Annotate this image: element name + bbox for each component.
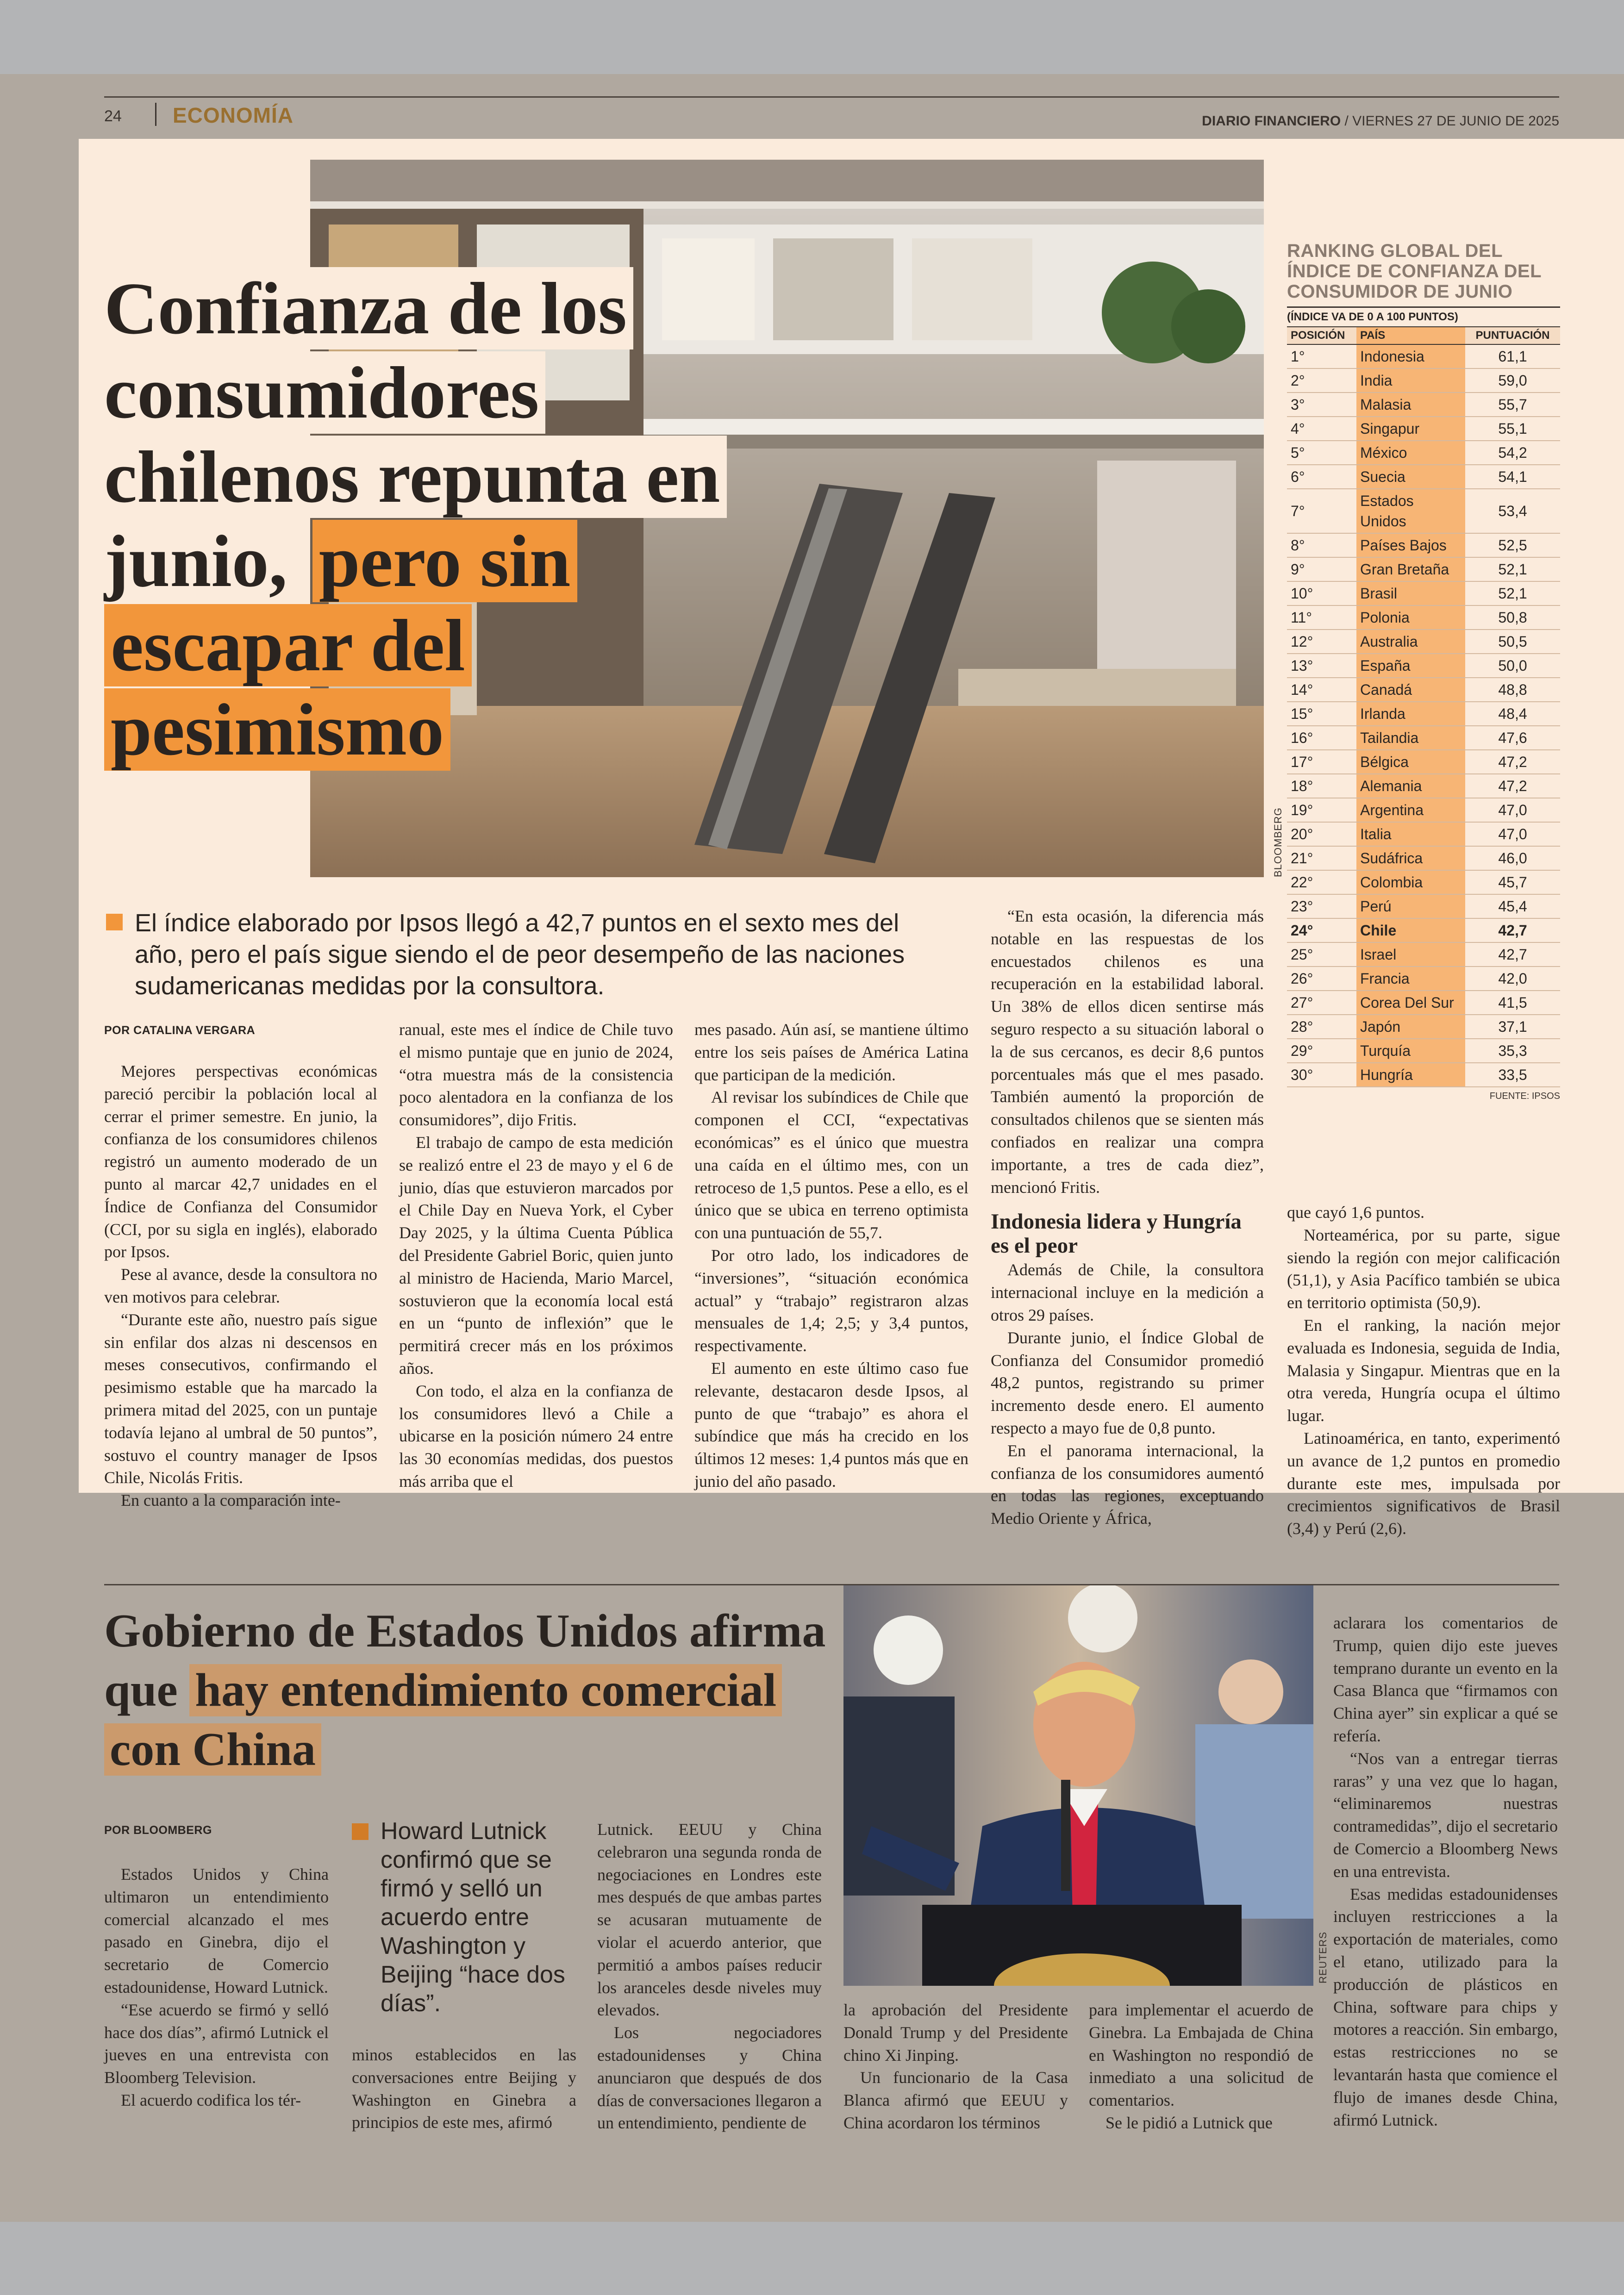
rank-position: 21° — [1287, 846, 1356, 870]
paragraph: Norteamérica, por su parte, sigue siendo la región con mejor calificación (51,1), y Asia Pacífico también se ubica en territorio optimista (50,9). — [1287, 1225, 1560, 1312]
rank-country: Italia — [1356, 822, 1465, 846]
rank-position: 3° — [1287, 393, 1356, 417]
rank-country: Países Bajos — [1356, 533, 1465, 557]
rank-country: Argentina — [1356, 798, 1465, 822]
rank-country: Chile — [1356, 918, 1465, 942]
pull-quote — [352, 1817, 579, 2018]
photo-credit-2: REUTERS — [1317, 1931, 1329, 1983]
rank-position: 16° — [1287, 726, 1356, 750]
lead-column-4 — [991, 905, 1264, 1530]
rank-position: 6° — [1287, 465, 1356, 489]
table-row — [1287, 702, 1560, 726]
rank-position: 23° — [1287, 894, 1356, 918]
rank-country: Francia — [1356, 967, 1465, 991]
rank-position: 1° — [1287, 344, 1356, 368]
section-divider — [104, 1584, 1559, 1585]
byline-2: POR BLOOMBERG — [104, 1824, 212, 1837]
rank-score: 50,8 — [1465, 605, 1560, 630]
paragraph: Mejores perspectivas económicas pareció percibir la población local al cerrar el primer semestre. En junio, la confianza de los consumidores chilenos registró un aumento moderado de un punto al marcar 42,7 unidades en el Índice de Confianza del Consumidor (CCI, por su sigla en inglés), elaborado por Ipsos. — [104, 1062, 377, 1261]
table-row — [1287, 533, 1560, 557]
rank-position: 11° — [1287, 605, 1356, 630]
table-header-row — [1287, 327, 1560, 344]
table-row — [1287, 822, 1560, 846]
rank-position: 5° — [1287, 441, 1356, 465]
paragraph: “Nos van a entregar tierras raras” y una vez que lo hagan, “eliminaremos nuestras contramedidas”, dijo el secretario de Comercio a Bloomberg News en una entrevista. — [1333, 1749, 1558, 1881]
table-row — [1287, 605, 1560, 630]
rank-score: 54,2 — [1465, 441, 1560, 465]
paragraph: Estados Unidos y China ultimaron un entendimiento comercial alcanzado el mes pasado en Ginebra, dijo el secretario de Comercio estadounidense, Howard Lutnick. — [104, 1865, 329, 1996]
table-row — [1287, 489, 1560, 533]
rank-country: Estados Unidos — [1356, 489, 1465, 533]
paragraph: la aprobación del Presidente Donald Trump y del Presidente chino Xi Jinping. — [843, 2001, 1068, 2064]
rank-score: 37,1 — [1465, 1015, 1560, 1039]
table-row — [1287, 967, 1560, 991]
second-column-5 — [1089, 1999, 1313, 2134]
rank-score: 33,5 — [1465, 1063, 1560, 1087]
rank-country: Hungría — [1356, 1063, 1465, 1087]
rank-position: 29° — [1287, 1039, 1356, 1063]
bullet-square-icon — [352, 1823, 369, 1840]
paragraph: “Ese acuerdo se firmó y selló hace dos días”, afirmó Lutnick el jueves en una entrevista con Bloomberg Television. — [104, 2000, 329, 2087]
table-row — [1287, 726, 1560, 750]
photo-credit: BLOOMBERG — [1272, 807, 1284, 877]
rank-country: Alemania — [1356, 774, 1465, 798]
rank-position: 30° — [1287, 1063, 1356, 1087]
rank-country: Irlanda — [1356, 702, 1465, 726]
ranking-title: RANKING GLOBAL DEL ÍNDICE DE CONFIANZA DEL CONSUMIDOR DE JUNIO — [1287, 241, 1542, 302]
rank-position: 22° — [1287, 870, 1356, 894]
paragraph: Además de Chile, la consultora internacional incluye en la medición a otros 29 países. — [991, 1260, 1264, 1324]
ranking-table — [1287, 326, 1560, 1087]
ranking-subtitle: (ÍNDICE VA DE 0 A 100 PUNTOS) — [1287, 306, 1560, 324]
headline-light: Gobierno de Estados Unidos afirma que — [104, 1605, 826, 1716]
second-column-4 — [843, 1999, 1068, 2134]
publication-name: DIARIO FINANCIERO — [1202, 113, 1341, 129]
table-row — [1287, 417, 1560, 441]
headline-bold: pero sin escapar del pesimismo — [104, 520, 577, 771]
rank-country: Bélgica — [1356, 750, 1465, 774]
rank-country: Tailandia — [1356, 726, 1465, 750]
second-headline — [104, 1602, 826, 1779]
paragraph: Con todo, el alza en la confianza de los consumidores llevó a Chile a ubicarse en la posición número 24 entre las 30 economías medidas, dos puestos más arriba que el — [399, 1381, 673, 1491]
rank-position: 14° — [1287, 678, 1356, 702]
rank-country: Canadá — [1356, 678, 1465, 702]
rank-position: 12° — [1287, 630, 1356, 654]
rank-country: India — [1356, 368, 1465, 393]
paragraph: mes pasado. Aún así, se mantiene último entre los seis países de América Latina que participan de la medición. — [694, 1020, 968, 1084]
paragraph: “Durante este año, nuestro país sigue sin enfilar dos alzas ni descensos en meses consecutivos, confirmando el pesimismo estable que ha marcado la primera mitad del 2025, con un puntaje todavía lejano al umbral de 50 puntos”, sostuvo el country manager de Ipsos Chile, Nicolás Fritis. — [104, 1310, 377, 1487]
rank-score: 41,5 — [1465, 991, 1560, 1015]
table-row — [1287, 750, 1560, 774]
page-bottom-margin — [0, 2222, 1624, 2295]
table-row — [1287, 344, 1560, 368]
second-column-2 — [352, 2044, 576, 2134]
rank-score: 42,7 — [1465, 918, 1560, 942]
subheading: Indonesia lidera y Hungría es el peor — [991, 1210, 1242, 1258]
rank-score: 52,1 — [1465, 581, 1560, 605]
table-row — [1287, 1015, 1560, 1039]
byline: POR CATALINA VERGARA — [104, 1024, 256, 1037]
rank-position: 18° — [1287, 774, 1356, 798]
rank-country: Singapur — [1356, 417, 1465, 441]
headline-bold: hay entendimiento comercial con China — [104, 1664, 782, 1776]
rank-score: 45,4 — [1465, 894, 1560, 918]
rank-score: 52,1 — [1465, 557, 1560, 581]
column-header-score: PUNTUACIÓN — [1465, 327, 1560, 344]
rank-score: 47,6 — [1465, 726, 1560, 750]
table-row — [1287, 1063, 1560, 1087]
paragraph: En el ranking, la nación mejor evaluada es Indonesia, seguida de India, Malasia y Singapur. Mientras que en la otra vereda, Hungría ocupa el último lugar. — [1287, 1316, 1560, 1425]
rank-score: 47,0 — [1465, 822, 1560, 846]
table-row — [1287, 368, 1560, 393]
rank-score: 46,0 — [1465, 846, 1560, 870]
rank-score: 54,1 — [1465, 465, 1560, 489]
deck-text: El índice elaborado por Ipsos llegó a 42,7 puntos en el sexto mes del año, pero el país sigue siendo el de peor desempeño de las naciones sudamericanas medidas por la consultora. — [135, 909, 905, 1000]
table-row — [1287, 678, 1560, 702]
table-row — [1287, 942, 1560, 967]
rank-country: Indonesia — [1356, 344, 1465, 368]
rank-score: 61,1 — [1465, 344, 1560, 368]
rank-score: 48,8 — [1465, 678, 1560, 702]
rank-position: 28° — [1287, 1015, 1356, 1039]
column-header-country: PAÍS — [1356, 327, 1465, 344]
table-row — [1287, 1039, 1560, 1063]
table-row — [1287, 441, 1560, 465]
rank-position: 7° — [1287, 489, 1356, 533]
rank-position: 27° — [1287, 991, 1356, 1015]
headline-light: Confianza de los consumidores chilenos repunta en junio, — [104, 267, 727, 602]
table-row — [1287, 870, 1560, 894]
paragraph: Pese al avance, desde la consultora no ven motivos para celebrar. — [104, 1265, 377, 1306]
rank-country: Polonia — [1356, 605, 1465, 630]
paragraph: Los negociadores estadounidenses y China anunciaron que después de dos días de conversaciones llegaron a un entendimiento, pendiente de — [597, 2023, 822, 2133]
rank-position: 26° — [1287, 967, 1356, 991]
rank-position: 10° — [1287, 581, 1356, 605]
page-number: 24 — [104, 107, 122, 125]
lead-column-5 — [1287, 1201, 1560, 1540]
table-row — [1287, 774, 1560, 798]
table-row — [1287, 918, 1560, 942]
second-column-6 — [1333, 1612, 1558, 2131]
column-header-position: POSICIÓN — [1287, 327, 1356, 344]
rank-position: 20° — [1287, 822, 1356, 846]
rank-score: 50,0 — [1465, 654, 1560, 678]
rank-country: Colombia — [1356, 870, 1465, 894]
rank-position: 2° — [1287, 368, 1356, 393]
rank-country: Israel — [1356, 942, 1465, 967]
trump-podium-photo — [843, 1585, 1313, 1986]
rank-country: Sudáfrica — [1356, 846, 1465, 870]
lead-headline — [104, 266, 775, 772]
lead-column-1 — [104, 1060, 377, 1512]
pull-quote-text: Howard Lutnick confirmó que se firmó y selló un acuerdo entre Washington y Beijing “hace dos días”. — [381, 1818, 565, 2017]
paragraph: Lutnick. EEUU y China celebraron una segunda ronda de negociaciones en Londres este mes después de que ambas partes se acusaran mutuamente de violar el acuerdo anterior, que permitió a ambos países reducir los aranceles desde niveles muy elevados. — [597, 1820, 822, 2020]
rank-score: 53,4 — [1465, 489, 1560, 533]
issue-date: / VIERNES 27 DE JUNIO DE 2025 — [1341, 113, 1559, 129]
paragraph: El aumento en este último caso fue relevante, destacaron desde Ipsos, al punto de que “trabajo” es ahora el subíndice que más ha crecido en los últimos 12 meses: 1,4 puntos más que en junio del año pasado. — [694, 1359, 968, 1491]
paragraph: ranual, este mes el índice de Chile tuvo el mismo puntaje que en junio de 2024, “otra muestra más de la consistencia poco alentadora en la confianza de los consumidores”, dijo Fritis. — [399, 1020, 673, 1129]
rank-position: 8° — [1287, 533, 1356, 557]
rank-country: Gran Bretaña — [1356, 557, 1465, 581]
paragraph: Un funcionario de la Casa Blanca afirmó que EEUU y China acordaron los términos — [843, 2068, 1068, 2132]
table-row — [1287, 557, 1560, 581]
rank-score: 47,2 — [1465, 750, 1560, 774]
rank-country: Turquía — [1356, 1039, 1465, 1063]
bullet-square-icon — [106, 914, 123, 930]
rank-score: 42,7 — [1465, 942, 1560, 967]
paragraph: Esas medidas estadounidenses incluyen restricciones a la exportación de materiales, como el etano, utilizado para la producción de plásticos en China, software para chips y motores a reacción. Sin embargo, estas restricciones no se levantarán hasta que comience el flujo de imanes desde China, afirmó Lutnick. — [1333, 1884, 1558, 2129]
rank-score: 48,4 — [1465, 702, 1560, 726]
table-row — [1287, 393, 1560, 417]
rank-position: 17° — [1287, 750, 1356, 774]
rank-country: Perú — [1356, 894, 1465, 918]
paragraph: para implementar el acuerdo de Ginebra. La Embajada de China en Washington no respondió de inmediato a una solicitud de comentarios. — [1089, 2001, 1313, 2110]
table-row — [1287, 581, 1560, 605]
rank-position: 15° — [1287, 702, 1356, 726]
paragraph: Durante junio, el Índice Global de Confianza del Consumidor promedió 48,2 puntos, registrando su primer incremento desde enero. El aumento respecto a mayo fue de 0,8 punto. — [991, 1328, 1264, 1437]
table-row — [1287, 630, 1560, 654]
header-separator — [155, 103, 156, 126]
rank-country: Japón — [1356, 1015, 1465, 1039]
table-row — [1287, 798, 1560, 822]
table-source: FUENTE: IPSOS — [1489, 1091, 1560, 1101]
rank-score: 47,0 — [1465, 798, 1560, 822]
paragraph: “En esta ocasión, la diferencia más notable en las respuestas de los encuestados chilenos es una recuperación en la estabilidad laboral. Un 38% de ellos dicen sentirse más seguro respecto a su situación laboral o la de sus cercanos, es decir 8,6 puntos porcentuales más que el mes pasado. También aumentó la proporción de consultados chilenos que se sienten más confiados en realizar una compra importante, a tres de cada diez”, mencionó Fritis. — [991, 907, 1264, 1197]
table-row — [1287, 654, 1560, 678]
masthead — [1202, 113, 1559, 129]
lead-column-2 — [399, 1018, 673, 1493]
table-row — [1287, 465, 1560, 489]
paragraph: Se le pidió a Lutnick que — [1106, 2113, 1273, 2132]
rank-position: 13° — [1287, 654, 1356, 678]
paragraph: En cuanto a la comparación inte- — [121, 1491, 341, 1510]
rank-country: Suecia — [1356, 465, 1465, 489]
lead-deck — [104, 907, 937, 1002]
ranking-table-body — [1287, 344, 1560, 1087]
paragraph: En el panorama internacional, la confianza de los consumidores aumentó en todas las regiones, exceptuando Medio Oriente y África, — [991, 1441, 1264, 1528]
rank-score: 52,5 — [1465, 533, 1560, 557]
ranking-table-box — [1287, 241, 1560, 1102]
rank-score: 55,1 — [1465, 417, 1560, 441]
paragraph: El trabajo de campo de esta medición se realizó entre el 23 de mayo y el 6 de junio, días que estuvieron marcados por el Chile Day en Nueva York, el Cyber Day 2025, y la última Cuenta Pública del Presidente Gabriel Boric, quien junto al ministro de Hacienda, Mario Marcel, sostuvieron que la economía local está en un “punto de inflexión” que le permitirá crecer más en los próximos años. — [399, 1133, 673, 1378]
rank-position: 25° — [1287, 942, 1356, 967]
rank-country: Brasil — [1356, 581, 1465, 605]
paragraph: que cayó 1,6 puntos. — [1287, 1203, 1424, 1222]
rank-score: 59,0 — [1465, 368, 1560, 393]
rank-position: 4° — [1287, 417, 1356, 441]
header-rule — [104, 96, 1559, 98]
rank-position: 24° — [1287, 918, 1356, 942]
paragraph: minos establecidos en las conversaciones entre Beijing y Washington en Ginebra a principios de este mes, afirmó — [352, 2046, 576, 2132]
lead-column-3 — [694, 1018, 968, 1493]
paragraph: Latinoamérica, en tanto, experimentó un avance de 1,2 puntos en promedio durante este mes, impulsada por crecimientos significativos de Brasil (3,4) y Perú (2,6). — [1287, 1428, 1560, 1538]
rank-score: 50,5 — [1465, 630, 1560, 654]
rank-position: 9° — [1287, 557, 1356, 581]
rank-score: 47,2 — [1465, 774, 1560, 798]
second-column-3 — [597, 1818, 822, 2134]
table-row — [1287, 846, 1560, 870]
rank-score: 42,0 — [1465, 967, 1560, 991]
paragraph: aclarara los comentarios de Trump, quien dijo este jueves temprano durante un evento en la Casa Blanca que “firmamos con China ayer” sin explicar a qué se refería. — [1333, 1614, 1558, 1745]
rank-country: Australia — [1356, 630, 1465, 654]
rank-country: México — [1356, 441, 1465, 465]
table-row — [1287, 894, 1560, 918]
paragraph: El acuerdo codifica los tér- — [121, 2090, 301, 2109]
rank-country: Corea Del Sur — [1356, 991, 1465, 1015]
rank-score: 55,7 — [1465, 393, 1560, 417]
paragraph: Al revisar los subíndices de Chile que componen el CCI, “expectativas económicas” es el único que muestra una caída en el último mes, con un retroceso de 1,5 puntos. Pese a ello, es el único que se ubica en terreno optimista con una puntuación de 55,7. — [694, 1088, 968, 1242]
rank-country: España — [1356, 654, 1465, 678]
second-column-1 — [104, 1863, 329, 2112]
rank-score: 45,7 — [1465, 870, 1560, 894]
paragraph: Por otro lado, los indicadores de “inversiones”, “situación económica actual” y “trabajo” registraron alzas mensuales de 1,4; 2,5; y 3,4 puntos, respectivamente. — [694, 1246, 968, 1355]
section-label: ECONOMÍA — [173, 103, 294, 127]
rank-position: 19° — [1287, 798, 1356, 822]
rank-country: Malasia — [1356, 393, 1465, 417]
table-row — [1287, 991, 1560, 1015]
rank-score: 35,3 — [1465, 1039, 1560, 1063]
